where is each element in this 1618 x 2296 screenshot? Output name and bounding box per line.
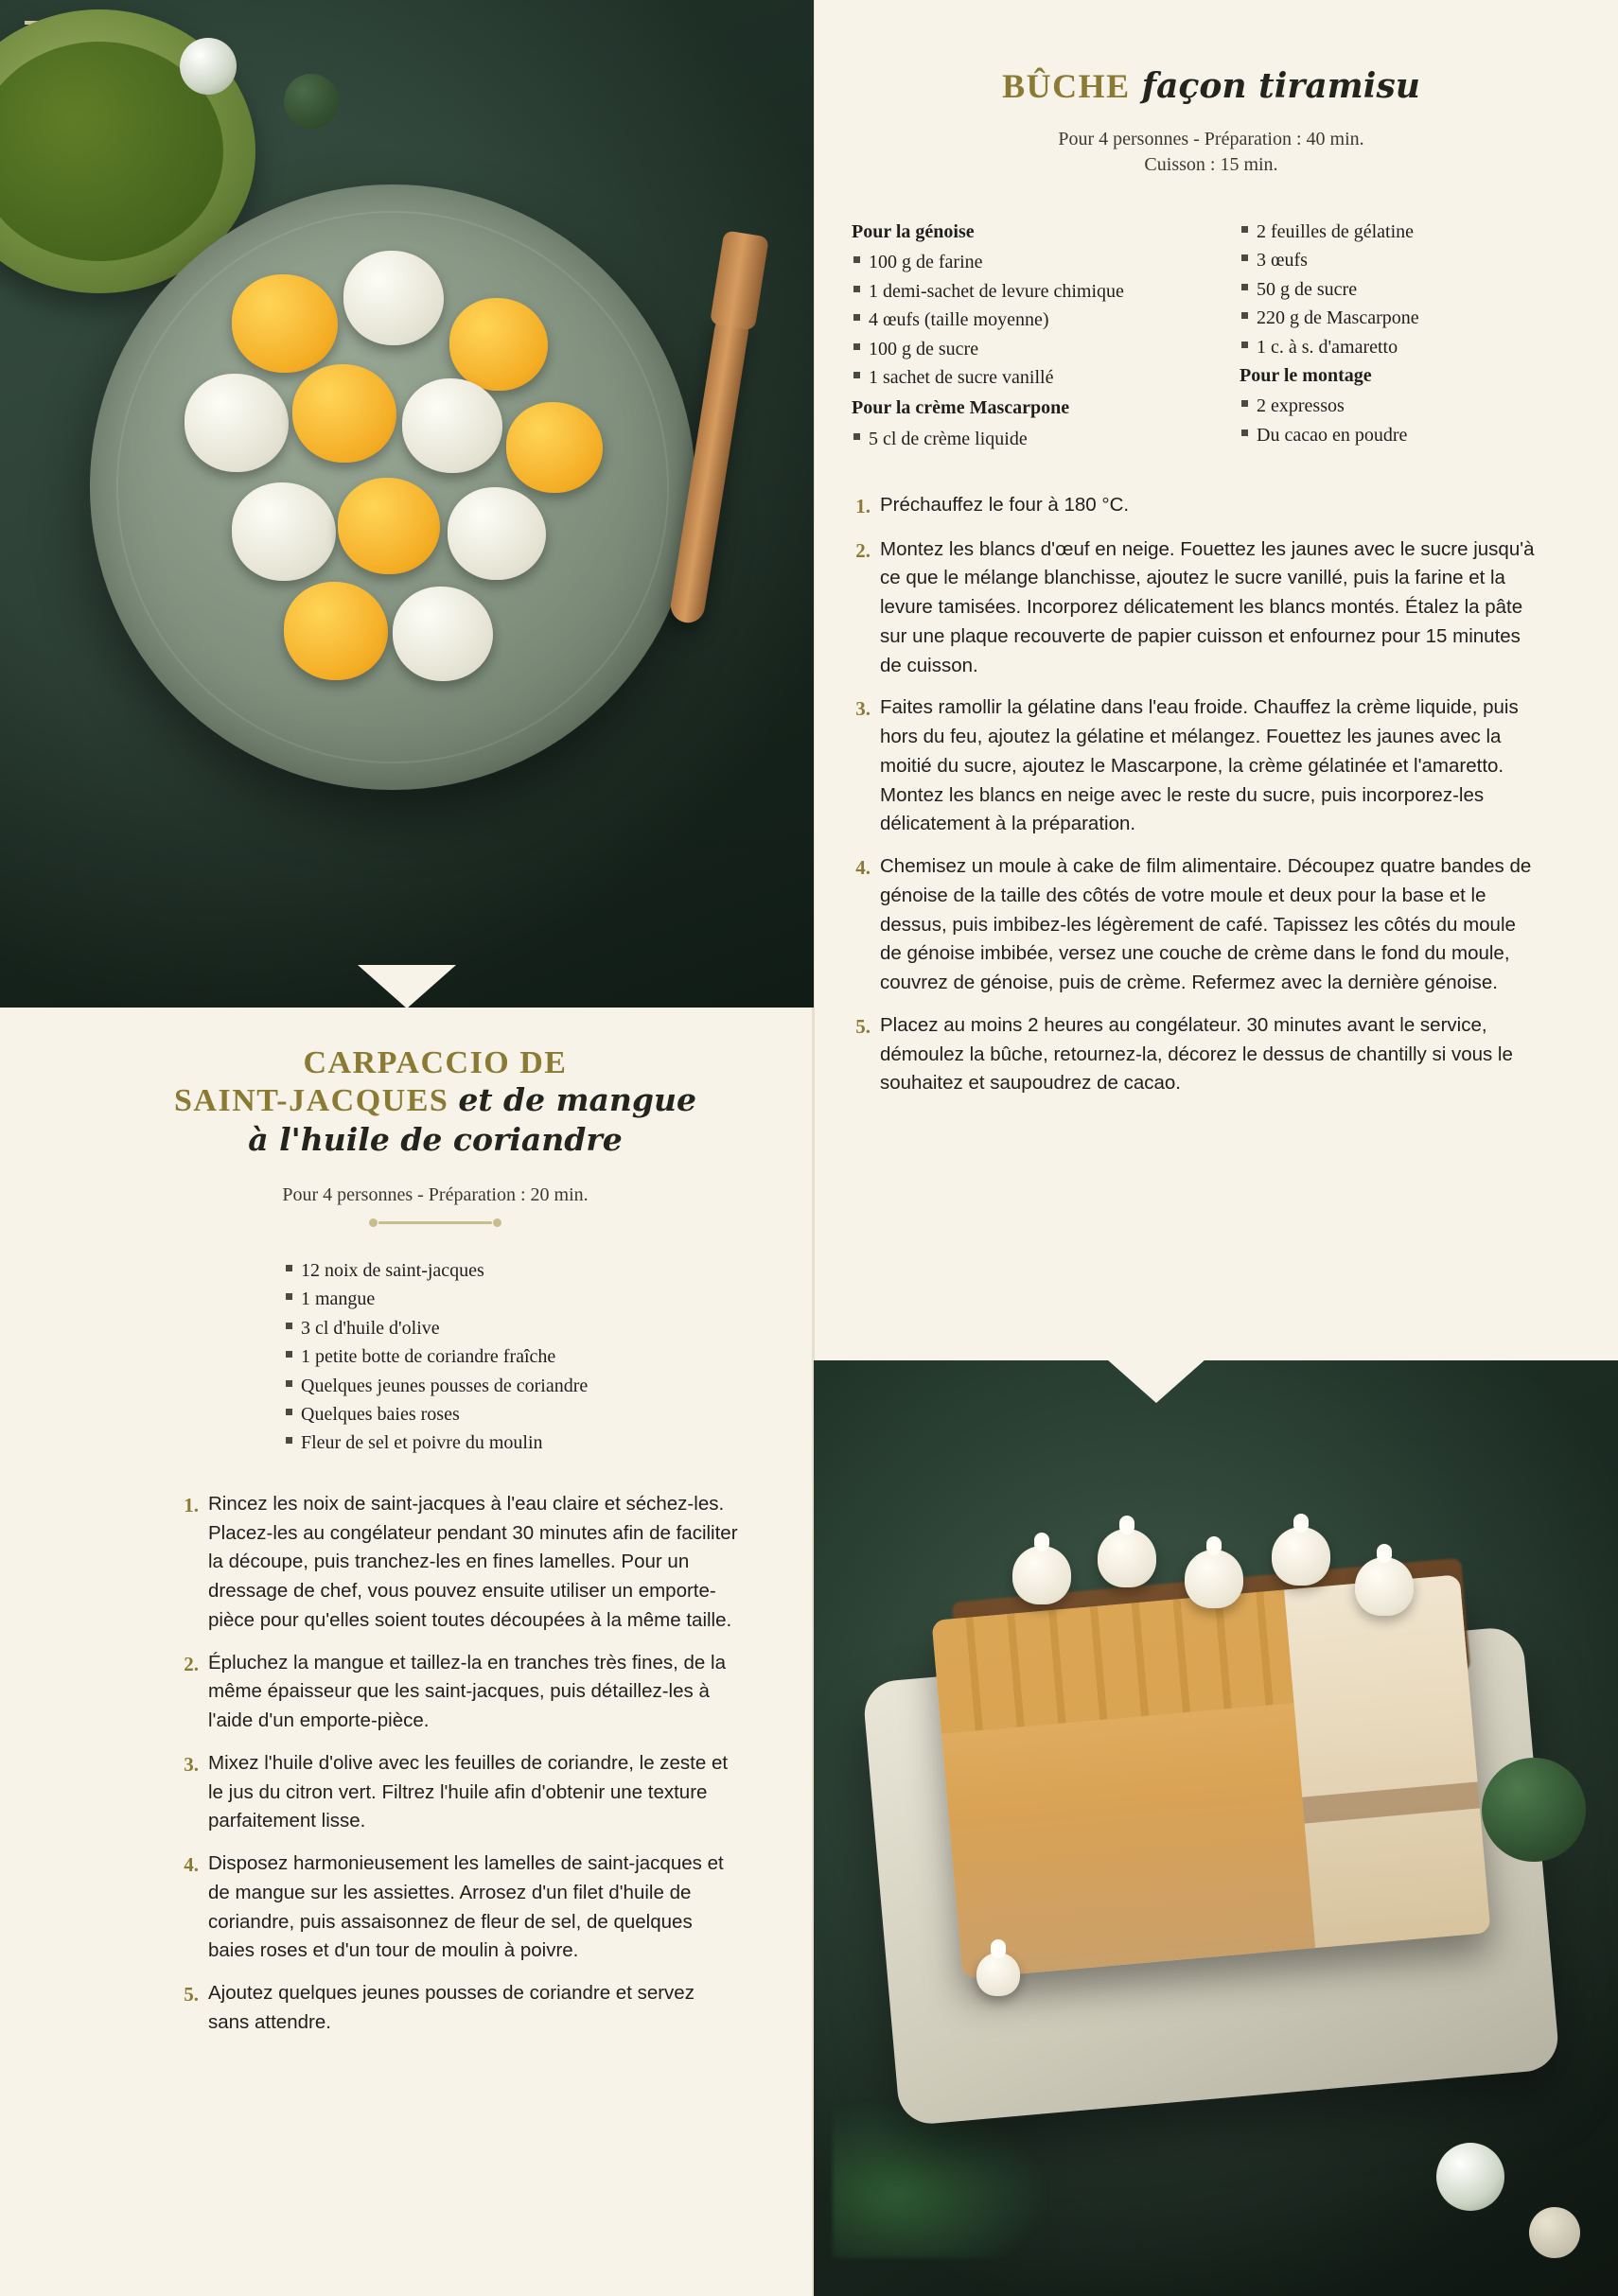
mango-slice	[506, 402, 603, 493]
chantilly-peak	[1012, 1546, 1071, 1604]
buche-ingredients	[852, 218, 1590, 453]
scallop-slice	[343, 251, 444, 345]
recipe-buche	[833, 66, 1590, 1112]
scallop-slice	[185, 374, 289, 472]
step-text: Chemisez un moule à cake de film alimentaire. Découpez quatre bandes de génoise de la taille des côtés de votre moule et deux pour la base et le dessus, puis imbibez-les légèrement de café. Tapissez les côtés du moule de génoise imbibée, versez une couche de crème dans le fond du moule, couvrez de génoise, puis de crème. Refermez avec la dernière génoise.	[880, 855, 1532, 994]
ingredient-item: 1 sachet de sucre vanillé	[852, 363, 1183, 392]
ingredients-heading: Pour le montage	[1240, 364, 1372, 386]
ingredient-item: 2 feuilles de gélatine	[1240, 218, 1552, 246]
ingredient-item: 50 g de sucre	[1240, 275, 1552, 304]
mango-slice	[292, 364, 396, 463]
scallop-slice	[448, 487, 546, 580]
ingredient-item: 4 œufs (taille moyenne)	[852, 306, 1183, 334]
buche-tiramisu-photo	[814, 1360, 1618, 2296]
carpaccio-meta: Pour 4 personnes - Préparation : 20 min.	[282, 1184, 589, 1206]
chantilly-peak	[1185, 1550, 1243, 1608]
step-text: Ajoutez quelques jeunes pousses de coriandre et servez sans attendre.	[208, 1982, 695, 2033]
ingredient-item: Quelques jeunes pousses de coriandre	[284, 1372, 766, 1400]
ingredient-item: 1 demi-sachet de levure chimique	[852, 277, 1183, 306]
carpaccio-saint-jacques-photo	[0, 0, 814, 1008]
carpaccio-title-script1: et de mangue	[458, 1081, 696, 1119]
carpaccio-steps	[170, 1490, 738, 2038]
mango-slice	[284, 582, 388, 680]
mango-slice	[232, 274, 338, 373]
ingredient-item: 100 g de sucre	[852, 335, 1183, 363]
buche-title-main: BÛCHE	[1002, 67, 1131, 105]
recipe-carpaccio	[104, 1045, 766, 2051]
ingredients-column-left	[852, 218, 1183, 453]
ingredient-item: 3 œufs	[1240, 246, 1552, 274]
step-number: 2.	[855, 538, 871, 562]
step-text: Placez au moins 2 heures au congélateur. 30 minutes avant le service, démoulez la bûche, retournez-la, décorez le dessus de chantilly si vous le souhaitez et saupoudrez de cacao.	[880, 1013, 1513, 1095]
ingredient-item: 2 expressos	[1240, 392, 1552, 420]
buche-title-script: façon tiramisu	[1141, 66, 1420, 106]
scallop-slice	[232, 482, 336, 581]
scallop-slice	[402, 378, 502, 473]
chantilly-peak	[1272, 1527, 1330, 1586]
ingredient-item: 100 g de farine	[852, 248, 1183, 276]
ingredients-heading: Pour la crème Mascarpone	[852, 397, 1070, 419]
step-text: Préchauffez le four à 180 °C.	[880, 494, 1130, 517]
ingredient-item: 12 noix de saint-jacques	[284, 1256, 766, 1285]
ingredient-item: Quelques baies roses	[284, 1400, 766, 1428]
recipe-step	[170, 1649, 738, 1736]
carpaccio-title-script2: à l'huile de coriandre	[248, 1121, 623, 1159]
buche-cake	[932, 1574, 1491, 1978]
recipe-step	[842, 693, 1542, 839]
recipe-step	[170, 1749, 738, 1836]
recipe-step	[842, 491, 1542, 522]
mango-slice	[449, 298, 548, 391]
step-text: Faites ramollir la gélatine dans l'eau froide. Chauffez la crème liquide, puis hors du feu, ajoutez la gélatine et mélangez. Fouettez les jaunes avec la moitié du sucre, ajoutez le Mascarpone, la crème gélatinée et l'amaretto. Montez les blancs en neige avec le reste du sucre, puis incorporez-les délicatement à la préparation.	[880, 696, 1519, 835]
christmas-bauble-green	[284, 74, 339, 129]
recipe-step	[170, 1490, 738, 1636]
ingredient-item: Du cacao en poudre	[1240, 421, 1552, 449]
step-text: Montez les blancs d'œuf en neige. Fouettez les jaunes avec le sucre jusqu'à ce que le mélange blanchisse, ajoutez le sucre vanillé, puis la farine et la levure tamisées. Incorporez délicatement les blancs montés. Étalez la pâte sur une plaque recouverte de papier cuisson et enfournez pour 15 minutes de cuisson.	[880, 537, 1535, 676]
christmas-bauble-white	[180, 38, 237, 95]
step-number: 4.	[184, 1853, 199, 1877]
photo-notch	[358, 965, 456, 1008]
step-number: 1.	[184, 1493, 199, 1516]
recipe-step	[842, 1011, 1542, 1098]
ingredient-item: 3 cl d'huile d'olive	[284, 1314, 766, 1342]
ingredients-column-right	[1240, 218, 1552, 453]
ingredient-item: 220 g de Mascarpone	[1240, 304, 1552, 332]
carpaccio-ingredients	[284, 1256, 766, 1458]
ingredient-item: 1 petite botte de coriandre fraîche	[284, 1342, 766, 1371]
step-text: Mixez l'huile d'olive avec les feuilles de coriandre, le zeste et le jus du citron vert. Filtrez l'huile afin d'obtenir une texture parfaitement lisse.	[208, 1751, 729, 1832]
ingredient-item: 5 cl de crème liquide	[852, 425, 1183, 453]
ingredient-item: 1 c. à s. d'amaretto	[1240, 333, 1552, 361]
step-number: 1.	[855, 495, 871, 518]
christmas-bauble-green	[1482, 1758, 1586, 1862]
mango-slice	[338, 478, 440, 574]
step-number: 3.	[855, 697, 871, 721]
christmas-bauble-white	[1436, 2143, 1504, 2211]
buche-meta-line1: Pour 4 personnes - Préparation : 40 min.	[1058, 129, 1364, 149]
carpaccio-title-line1: CARPACCIO DE	[303, 1045, 568, 1080]
ingredients-heading: Pour la génoise	[852, 221, 975, 242]
recipe-step	[842, 535, 1542, 681]
scallop-slice	[393, 587, 493, 681]
step-number: 3.	[184, 1752, 199, 1776]
chantilly-peak	[1355, 1557, 1414, 1616]
buche-meta-line2: Cuisson : 15 min.	[1144, 154, 1278, 175]
step-text: Disposez harmonieusement les lamelles de saint-jacques et de mangue sur les assiettes. Arrosez d'un filet d'huile de coriandre, puis assaisonnez de fleur de sel, de quelques baies roses et d'un tour de moulin à poivre.	[208, 1852, 724, 1962]
christmas-bauble-silver	[1529, 2207, 1580, 2258]
recipe-step	[170, 1979, 738, 2038]
ingredient-item: 1 mangue	[284, 1285, 766, 1313]
recipe-step	[842, 852, 1542, 998]
buche-steps	[842, 491, 1542, 1098]
serving-plate	[90, 184, 695, 790]
cake-cut-section	[1284, 1574, 1490, 1948]
photo-notch	[1107, 1360, 1205, 1403]
recipe-step	[170, 1849, 738, 1966]
carpaccio-title-line2: SAINT-JACQUES	[174, 1083, 449, 1119]
ingredient-item: Fleur de sel et poivre du moulin	[284, 1428, 766, 1457]
step-text: Épluchez la mangue et taillez-la en tranches très fines, de la même épaisseur que les saint-jacques, puis détaillez-les à l'aide d'un emporte-pièce.	[208, 1651, 726, 1732]
ornamental-rule	[378, 1221, 492, 1224]
meringue-decoration	[976, 1953, 1020, 1996]
chantilly-peak	[1098, 1529, 1156, 1587]
step-number: 4.	[855, 856, 871, 880]
step-number: 2.	[184, 1652, 199, 1675]
step-number: 5.	[184, 1983, 199, 2007]
step-text: Rincez les noix de saint-jacques à l'eau claire et séchez-les. Placez-les au congélateur pendant 30 minutes afin de faciliter la découpe, puis tranchez-les en fines lamelles. Pour un dressage de chef, vous pouvez ensuite utiliser un emporte-pièce pour qu'elles soient toutes découpées à la même taille.	[208, 1492, 738, 1631]
step-number: 5.	[855, 1014, 871, 1038]
